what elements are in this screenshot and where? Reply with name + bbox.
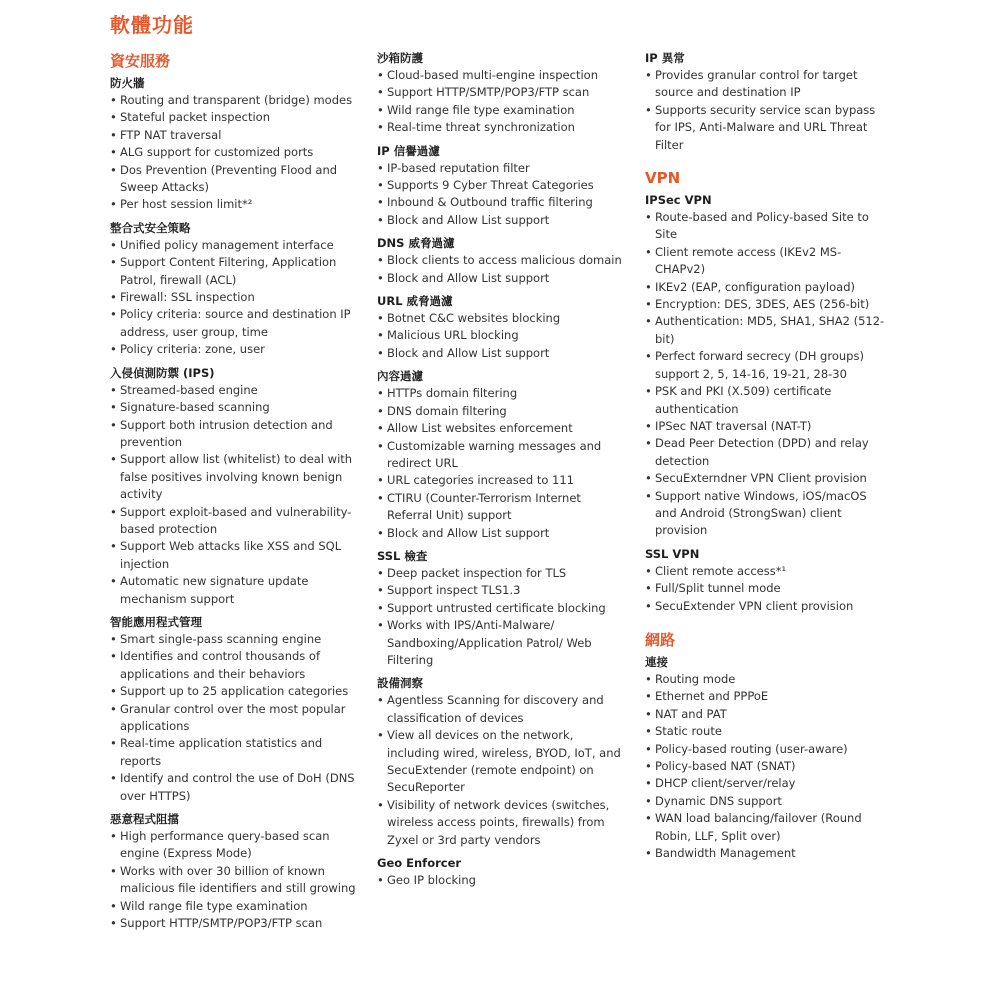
feature-item: • Visibility of network devices (switches, wireless access points, firewalls) from Zyxel or 3rd party vendors <box>377 797 629 849</box>
feature-item: • IKEv2 (EAP, configuration payload) <box>645 279 890 296</box>
feature-item: • Works with over 30 billion of known malicious file identifiers and still growing <box>110 863 360 898</box>
subsection-title: 設備洞察 <box>377 676 423 691</box>
feature-list <box>377 67 629 137</box>
feature-item: • Botnet C&C websites blocking <box>377 310 629 327</box>
feature-item: • Firewall: SSL inspection <box>110 289 360 306</box>
feature-item: • Perfect forward secrecy (DH groups) support 2, 5, 14-16, 19-21, 28-30 <box>645 348 890 383</box>
feature-item: • Static route <box>645 723 890 740</box>
feature-item: • Policy criteria: zone, user <box>110 341 360 358</box>
subsection-title: 內容過濾 <box>377 369 423 384</box>
feature-item: • Support Content Filtering, Application Patrol, firewall (ACL) <box>110 254 360 289</box>
feature-item: • Dead Peer Detection (DPD) and relay detection <box>645 435 890 470</box>
feature-list <box>377 252 629 287</box>
feature-item: • Policy-based routing (user-aware) <box>645 741 890 758</box>
feature-list <box>377 872 629 889</box>
feature-item: • Support exploit-based and vulnerability-based protection <box>110 504 360 539</box>
feature-item: • High performance query-based scan engine (Express Mode) <box>110 828 360 863</box>
feature-list <box>110 237 360 359</box>
feature-item: • Cloud-based multi-engine inspection <box>377 67 629 84</box>
feature-item: • Policy-based NAT (SNAT) <box>645 758 890 775</box>
feature-item: • Allow List websites enforcement <box>377 420 629 437</box>
feature-item: • IPSec NAT traversal (NAT-T) <box>645 418 890 435</box>
feature-item: • Signature-based scanning <box>110 399 360 416</box>
feature-item: • Automatic new signature update mechanism support <box>110 573 360 608</box>
feature-item: • Route-based and Policy-based Site to Site <box>645 209 890 244</box>
subsection-title: 連接 <box>645 654 668 669</box>
column-3 <box>645 50 890 862</box>
feature-item: • Dos Prevention (Preventing Flood and Sweep Attacks) <box>110 162 360 197</box>
feature-item: • Deep packet inspection for TLS <box>377 565 629 582</box>
feature-item: • FTP NAT traversal <box>110 127 360 144</box>
feature-item: • Policy criteria: source and destination IP address, user group, time <box>110 306 360 341</box>
feature-item: • Provides granular control for target source and destination IP <box>645 67 890 102</box>
feature-item: • Inbound & Outbound traffic filtering <box>377 194 629 211</box>
feature-item: • Support native Windows, iOS/macOS and Android (StrongSwan) client provision <box>645 488 890 540</box>
subsection-title: 沙箱防護 <box>377 51 423 65</box>
feature-list <box>645 563 890 615</box>
feature-list <box>110 631 360 805</box>
feature-item: • ALG support for customized ports <box>110 144 360 161</box>
feature-item: • Client remote access (IKEv2 MS-CHAPv2) <box>645 244 890 279</box>
feature-list <box>110 828 360 932</box>
subsection-title: IP 異常 <box>645 51 685 65</box>
feature-item: • Wild range file type examination <box>110 898 360 915</box>
feature-item: • Block and Allow List support <box>377 270 629 287</box>
feature-item: • Ethernet and PPPoE <box>645 688 890 705</box>
feature-list <box>377 565 629 669</box>
section-title: 資安服務 <box>110 52 171 70</box>
feature-item: • Support HTTP/SMTP/POP3/FTP scan <box>110 915 360 932</box>
feature-list <box>645 209 890 540</box>
feature-item: • Dynamic DNS support <box>645 793 890 810</box>
feature-item: • CTIRU (Counter-Terrorism Internet Referral Unit) support <box>377 490 629 525</box>
feature-item: • Block and Allow List support <box>377 525 629 542</box>
feature-list <box>645 671 890 862</box>
subsection-title: 防火牆 <box>110 76 145 90</box>
subsection-title: IPSec VPN <box>645 193 712 208</box>
feature-item: • Granular control over the most popular applications <box>110 701 360 736</box>
feature-item: • Works with IPS/Anti-Malware/ Sandboxing/Application Patrol/ Web Filtering <box>377 617 629 669</box>
column-1 <box>110 50 360 932</box>
feature-item: • SecuExtender VPN client provision <box>645 598 890 615</box>
feature-item: • Streamed-based engine <box>110 382 360 399</box>
feature-item: • Geo IP blocking <box>377 872 629 889</box>
feature-item: • IP-based reputation filter <box>377 160 629 177</box>
feature-item: • Supports 9 Cyber Threat Categories <box>377 177 629 194</box>
feature-list <box>377 310 629 362</box>
feature-item: • Full/Split tunnel mode <box>645 580 890 597</box>
feature-item: • Support inspect TLS1.3 <box>377 582 629 599</box>
feature-item: • Bandwidth Management <box>645 845 890 862</box>
feature-item: • Authentication: MD5, SHA1, SHA2 (512-bit) <box>645 313 890 348</box>
feature-item: • Routing mode <box>645 671 890 688</box>
feature-item: • Malicious URL blocking <box>377 327 629 344</box>
subsection-title: 智能應用程式管理 <box>110 614 202 629</box>
subsection-title: SSL 檢查 <box>377 548 428 563</box>
feature-item: • Routing and transparent (bridge) modes <box>110 92 360 109</box>
feature-item: • Wild range file type examination <box>377 102 629 119</box>
subsection-title: DNS 威脅過濾 <box>377 236 455 251</box>
feature-list <box>110 92 360 214</box>
subsection-title: IP 信譽過濾 <box>377 143 440 158</box>
feature-item: • Encryption: DES, 3DES, AES (256-bit) <box>645 296 890 313</box>
feature-item: • WAN load balancing/failover (Round Robin, LLF, Split over) <box>645 810 890 845</box>
feature-item: • View all devices on the network, including wired, wireless, BYOD, IoT, and SecuExtender (remote endpoint) on SecuReporter <box>377 727 629 797</box>
subsection-title: SSL VPN <box>645 546 700 561</box>
section-title: 網路 <box>645 630 676 649</box>
column-2 <box>377 50 629 889</box>
feature-item: • Stateful packet inspection <box>110 109 360 126</box>
feature-list <box>110 382 360 608</box>
feature-item: • Agentless Scanning for discovery and classification of devices <box>377 692 629 727</box>
feature-item: • Smart single-pass scanning engine <box>110 631 360 648</box>
subsection-title: 入侵偵測防禦 (IPS) <box>110 365 215 380</box>
subsection-title: Geo Enforcer <box>377 856 462 871</box>
feature-item: • DHCP client/server/relay <box>645 775 890 792</box>
feature-item: • HTTPs domain filtering <box>377 385 629 402</box>
feature-item: • URL categories increased to 111 <box>377 472 629 489</box>
feature-item: • Client remote access*¹ <box>645 563 890 580</box>
subsection-title: 整合式安全策略 <box>110 220 191 235</box>
feature-item: • Support both intrusion detection and prevention <box>110 417 360 452</box>
feature-list <box>645 67 890 154</box>
feature-item: • Real-time application statistics and reports <box>110 735 360 770</box>
feature-list <box>377 692 629 849</box>
feature-item: • Block clients to access malicious domain <box>377 252 629 269</box>
feature-item: • Unified policy management interface <box>110 237 360 254</box>
feature-item: • Real-time threat synchronization <box>377 119 629 136</box>
section-title: VPN <box>645 169 681 188</box>
feature-item: • Identifies and control thousands of applications and their behaviors <box>110 648 360 683</box>
feature-item: • Support up to 25 application categories <box>110 683 360 700</box>
subsection-title: URL 威脅過濾 <box>377 294 453 309</box>
feature-item: • Support untrusted certificate blocking <box>377 600 629 617</box>
feature-item: • Supports security service scan bypass for IPS, Anti-Malware and URL Threat Filter <box>645 102 890 154</box>
feature-item: • Support HTTP/SMTP/POP3/FTP scan <box>377 84 629 101</box>
feature-item: • Block and Allow List support <box>377 345 629 362</box>
feature-item: • Block and Allow List support <box>377 212 629 229</box>
feature-item: • Support allow list (whitelist) to deal with false positives involving known benign activity <box>110 451 360 503</box>
feature-item: • PSK and PKI (X.509) certificate authentication <box>645 383 890 418</box>
subsection-title: 惡意程式阻擋 <box>110 812 179 827</box>
feature-item: • Support Web attacks like XSS and SQL injection <box>110 538 360 573</box>
page-title: 軟體功能 <box>110 13 194 37</box>
feature-item: • Per host session limit*² <box>110 196 360 213</box>
feature-item: • Identify and control the use of DoH (DNS over HTTPS) <box>110 770 360 805</box>
feature-item: • DNS domain filtering <box>377 403 629 420</box>
feature-list <box>377 160 629 230</box>
feature-item: • NAT and PAT <box>645 706 890 723</box>
feature-item: • Customizable warning messages and redirect URL <box>377 438 629 473</box>
feature-item: • SecuExterndner VPN Client provision <box>645 470 890 487</box>
feature-list <box>377 385 629 542</box>
